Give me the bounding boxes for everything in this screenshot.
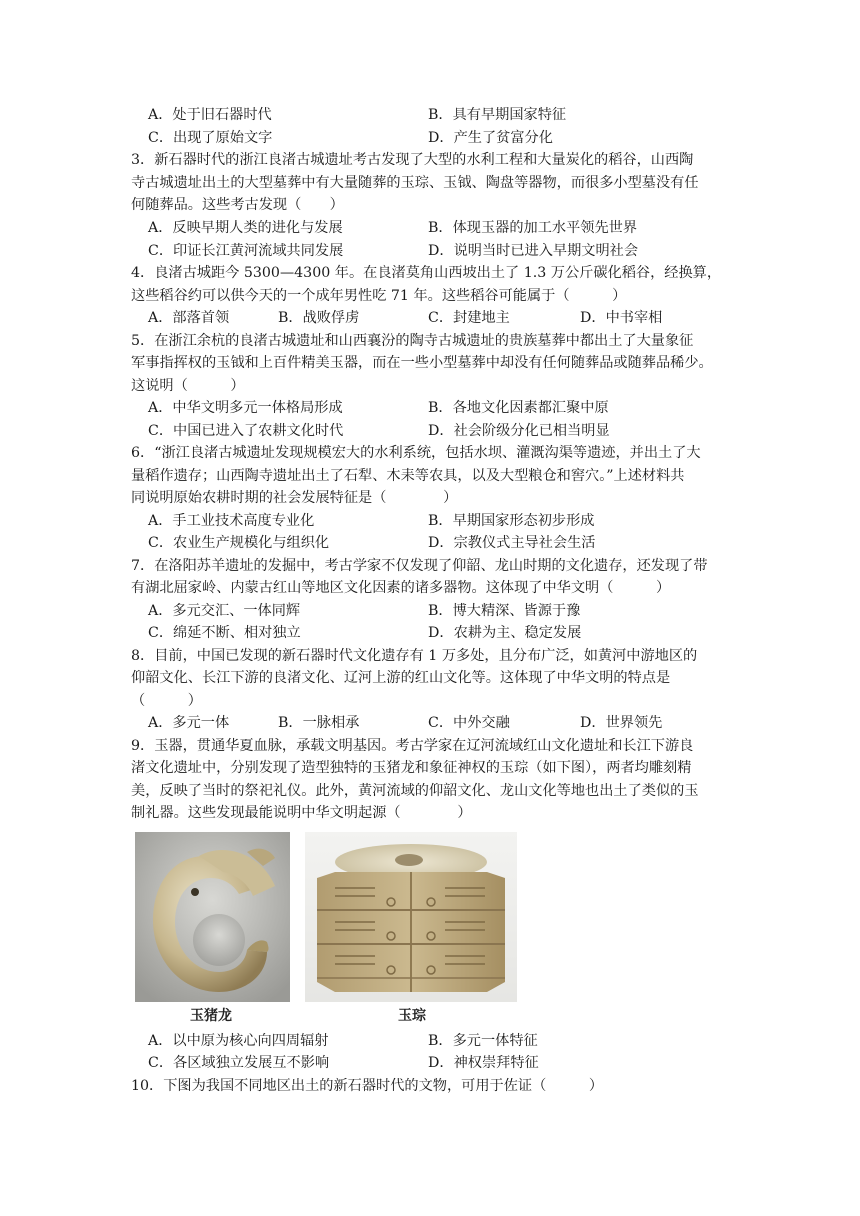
jade-pig-dragon-image (135, 832, 290, 1028)
q10-stem-line: 10．下图为我国不同地区出土的新石器时代的文物，可用于佐证（ ） (131, 1078, 604, 1094)
q6-option-b: B．早期国家形态初步形成 (428, 513, 595, 529)
q7-option-c: C．绵延不断、相对独立 (148, 625, 301, 641)
q9-stem-line: 美，反映了当时的祭祀礼仪。此外，黄河流域的仰韶文化、龙山文化等地也出土了类似的玉 (131, 783, 699, 799)
q7-option-d: D．农耕为主、稳定发展 (428, 625, 582, 641)
q9-stem-line: 制礼器。这些发现最能说明中华文明起源（ ） (131, 805, 472, 821)
q7-option-b: B．博大精深、皆源于豫 (428, 603, 581, 619)
q9-option-d: D．神权崇拜特征 (428, 1055, 539, 1071)
q5-option-d: D．社会阶级分化已相当明显 (428, 423, 610, 439)
q8-stem-line: 8．目前，中国已发现的新石器时代文化遗存有 1 万多处，且分布广泛，如黄河中游地区的 (131, 648, 698, 664)
q4-stem-line: 4．良渚古城距今 5300—4300 年。在良渚莫角山西坡出土了 1.3 万公斤碳化稻谷，经换算， (131, 265, 722, 281)
q7-stem-line: 有湖北屈家岭、内蒙古红山等地区文化因素的诸多器物。这体现了中华文明（ ） (131, 580, 671, 596)
q8-option-a: A．多元一体 (148, 715, 230, 731)
q6-option-a: A．手工业技术高度专业化 (148, 513, 315, 529)
q9-option-b: B．多元一体特征 (428, 1033, 538, 1049)
jade-cong-figure (305, 832, 517, 1028)
q3-stem-line: 3．新石器时代的浙江良渚古城遗址考古发现了大型的水利工程和大量炭化的稻谷，山西陶 (131, 152, 694, 168)
jade-cong-caption: 玉琮 (398, 1008, 426, 1024)
q6-stem-line: 量稻作遗存；山西陶寺遗址出土了石犁、木耒等农具，以及大型粮仓和窖穴。”上述材料共 (131, 468, 685, 484)
q3-option-b: B．体现玉器的加工水平领先世界 (428, 220, 638, 236)
q5-option-b: B．各地文化因素都汇聚中原 (428, 400, 609, 416)
q8-option-c: C．中外交融 (428, 715, 510, 731)
q8-stem-line: （ ） (131, 693, 202, 709)
q5-stem-line: 军事指挥权的玉钺和上百件精美玉器，而在一些小型墓葬中却没有任何随葬品或随葬品稀少。 (131, 355, 713, 371)
q8-option-d: D．世界领先 (580, 715, 663, 731)
q4-option-b: B．战败俘虏 (278, 310, 360, 326)
q8-option-b: B．一脉相承 (278, 715, 360, 731)
q3-option-c: C．印证长江黄河流域共同发展 (148, 243, 344, 259)
q4-option-a: A．部落首领 (148, 310, 230, 326)
q6-stem-line: 同说明原始农耕时期的社会发展特征是（ ） (131, 490, 458, 506)
q5-option-c: C．中国已进入了农耕文化时代 (148, 423, 344, 439)
q2-option-b: B．具有早期国家特征 (428, 107, 567, 123)
q5-stem-line: 这说明（ ） (131, 378, 245, 394)
q7-stem-line: 7．在洛阳苏羊遗址的发掘中，考古学家不仅发现了仰韶、龙山时期的文化遗存，还发现了带 (131, 558, 708, 574)
q9-stem-line: 9．玉器，贯通华夏血脉，承载文明基因。考古学家在辽河流域红山文化遗址和长江下游良 (131, 738, 694, 754)
q4-option-d: D．中书宰相 (580, 310, 663, 326)
q5-option-a: A．中华文明多元一体格局形成 (148, 400, 343, 416)
q2-option-c: C．出现了原始文字 (148, 130, 273, 146)
q3-stem-line: 何随葬品。这些考古发现（ ） (131, 197, 344, 213)
q4-option-c: C．封建地主 (428, 310, 510, 326)
jade-pig-dragon-caption: 玉猪龙 (190, 1008, 232, 1024)
q6-option-c: C．农业生产规模化与组织化 (148, 535, 330, 551)
q3-option-a: A．反映早期人类的进化与发展 (148, 220, 343, 236)
q4-stem-line: 这些稻谷约可以供今天的一个成年男性吃 71 年。这些稻谷可能属于（ ） (131, 288, 627, 304)
q6-option-d: D．宗教仪式主导社会生活 (428, 535, 596, 551)
q7-option-a: A．多元交汇、一体同辉 (148, 603, 301, 619)
jade-pig-dragon-figure (135, 832, 290, 1028)
q9-stem-line: 渚文化遗址中，分别发现了造型独特的玉猪龙和象征神权的玉琮（如下图），两者均雕刻精 (131, 760, 692, 776)
q9-option-a: A．以中原为核心向四周辐射 (148, 1033, 329, 1049)
q8-stem-line: 仰韶文化、长江下游的良渚文化、辽河上游的红山文化等。这体现了中华文明的特点是 (131, 670, 671, 686)
q6-stem-line: 6．“浙江良渚古城遗址发现规模宏大的水利系统，包括水坝、灌溉沟渠等遗迹，并出土了大 (131, 445, 701, 461)
q2-option-a: A．处于旧石器时代 (148, 107, 272, 123)
q5-stem-line: 5．在浙江余杭的良渚古城遗址和山西襄汾的陶寺古城遗址的贵族墓葬中都出土了大量象征 (131, 333, 694, 349)
q9-option-c: C．各区域独立发展互不影响 (148, 1055, 330, 1071)
q3-stem-line: 寺古城遗址出土的大型墓葬中有大量随葬的玉琮、玉钺、陶盘等器物，而很多小型墓没有任 (131, 175, 699, 191)
jade-cong-image (305, 832, 517, 1028)
q2-option-d: D．产生了贫富分化 (428, 130, 553, 146)
q3-option-d: D．说明当时已进入早期文明社会 (428, 243, 639, 259)
